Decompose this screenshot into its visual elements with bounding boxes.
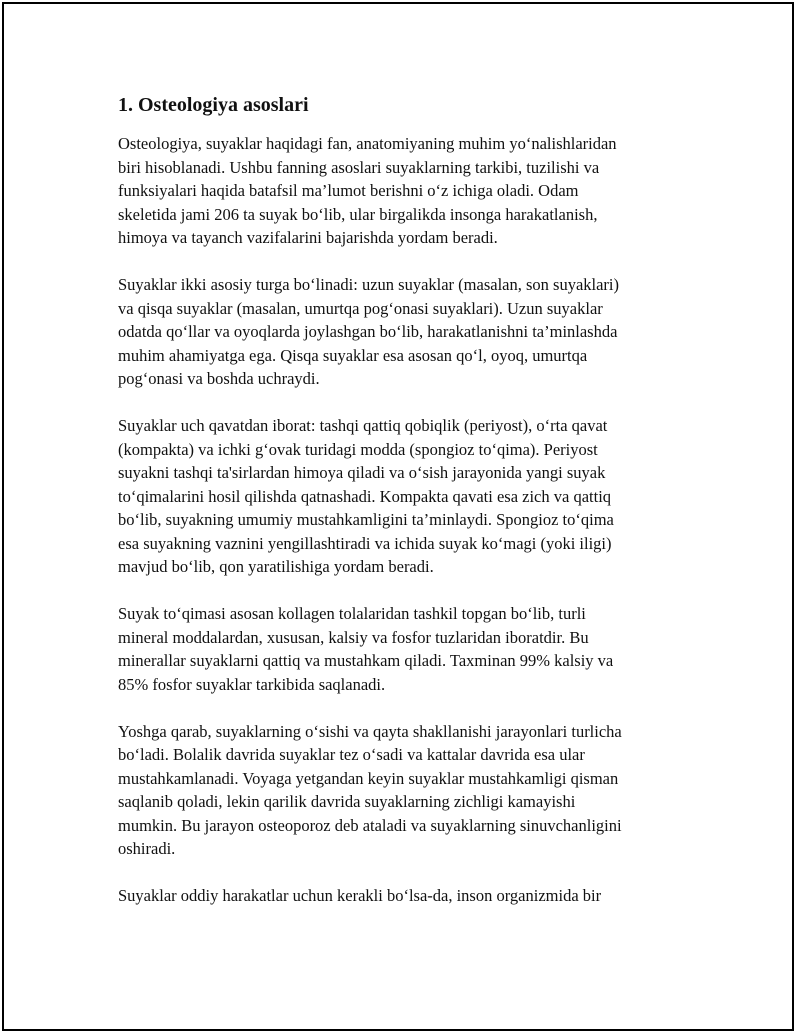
paragraph-2 [118, 273, 708, 391]
text-line: odatda qo‘llar va oyoqlarda joylashgan bo‘lib, harakatlanishni ta’minlashda [118, 322, 618, 341]
text-line: suyakni tashqi ta'sirlardan himoya qiladi va o‘sish jarayonida yangi suyak [118, 463, 606, 482]
text-line: Osteologiya, suyaklar haqidagi fan, anatomiyaning muhim yo‘nalishlaridan [118, 134, 617, 153]
text-line: (kompakta) va ichki g‘ovak turidagi modda (spongioz to‘qima). Periyost [118, 439, 598, 459]
text-line: Suyaklar oddiy harakatlar uchun kerakli bo‘lsa-da, inson organizmida bir [118, 886, 602, 905]
text-line: skeletida jami 206 ta suyak bo‘lib, ular birgalikda insonga harakatlanish, [118, 204, 598, 224]
text-line: mumkin. Bu jarayon osteoporoz deb ataladi va suyaklarning sinuvchanligini [118, 815, 622, 835]
text-line: oshiradi. [118, 839, 176, 858]
paragraph-4 [118, 602, 708, 696]
text-line: mustahkamlanadi. Voyaga yetgandan keyin suyaklar mustahkamligi qisman [118, 768, 619, 788]
text-line: to‘qimalarini hosil qilishda qatnashadi. Kompakta qavati esa zich va qattiq [118, 486, 612, 506]
text-line: Yoshga qarab, suyaklarning o‘sishi va qayta shakllanishi jarayonlari turlicha [118, 721, 622, 741]
text-line: bo‘ladi. Bolalik davrida suyaklar tez o‘sadi va kattalar davrida esa ular [118, 745, 585, 764]
text-line: biri hisoblanadi. Ushbu fanning asoslari suyaklarning tarkibi, tuzilishi va [118, 157, 600, 177]
paragraph-1 [118, 132, 708, 250]
text-line: pog‘onasi va boshda uchraydi. [118, 369, 320, 388]
section-heading: 1. Osteologiya asoslari [118, 94, 309, 116]
paragraph-5 [118, 720, 708, 861]
paragraph-6 [118, 884, 708, 908]
text-line: va qisqa suyaklar (masalan, umurtqa pog‘onasi suyaklari). Uzun suyaklar [118, 298, 603, 318]
text-line: minerallar suyaklarni qattiq va mustahkam qiladi. Taxminan 99% kalsiy va [118, 651, 614, 670]
paragraph-3 [118, 414, 708, 579]
text-line: mavjud bo‘lib, qon yaratilishiga yordam beradi. [118, 557, 434, 576]
text-line: himoya va tayanch vazifalarini bajarishda yordam beradi. [118, 228, 498, 247]
text-line: funksiyalari haqida batafsil ma’lumot berishni o‘z ichiga oladi. Odam [118, 181, 579, 200]
document-body [118, 92, 708, 931]
text-line: muhim ahamiyatga ega. Qisqa suyaklar esa asosan qo‘l, oyoq, umurtqa [118, 345, 588, 365]
text-line: saqlanib qoladi, lekin qarilik davrida suyaklarning zichligi kamayishi [118, 792, 576, 811]
text-line: mineral moddalardan, xususan, kalsiy va fosfor tuzlaridan iboratdir. Bu [118, 627, 589, 647]
text-line: Suyaklar ikki asosiy turga bo‘linadi: uzun suyaklar (masalan, son suyaklari) [118, 275, 620, 294]
text-line: Suyaklar uch qavatdan iborat: tashqi qattiq qobiqlik (periyost), o‘rta qavat [118, 416, 608, 435]
text-line: esa suyakning vaznini yengillashtiradi va ichida suyak ko‘magi (yoki iligi) [118, 533, 612, 553]
text-line: bo‘lib, suyakning umumiy mustahkamligini ta’minlaydi. Spongioz to‘qima [118, 510, 614, 529]
text-line: Suyak to‘qimasi asosan kollagen tolalaridan tashkil topgan bo‘lib, turli [118, 604, 586, 623]
text-line: 85% fosfor suyaklar tarkibida saqlanadi. [118, 674, 386, 694]
